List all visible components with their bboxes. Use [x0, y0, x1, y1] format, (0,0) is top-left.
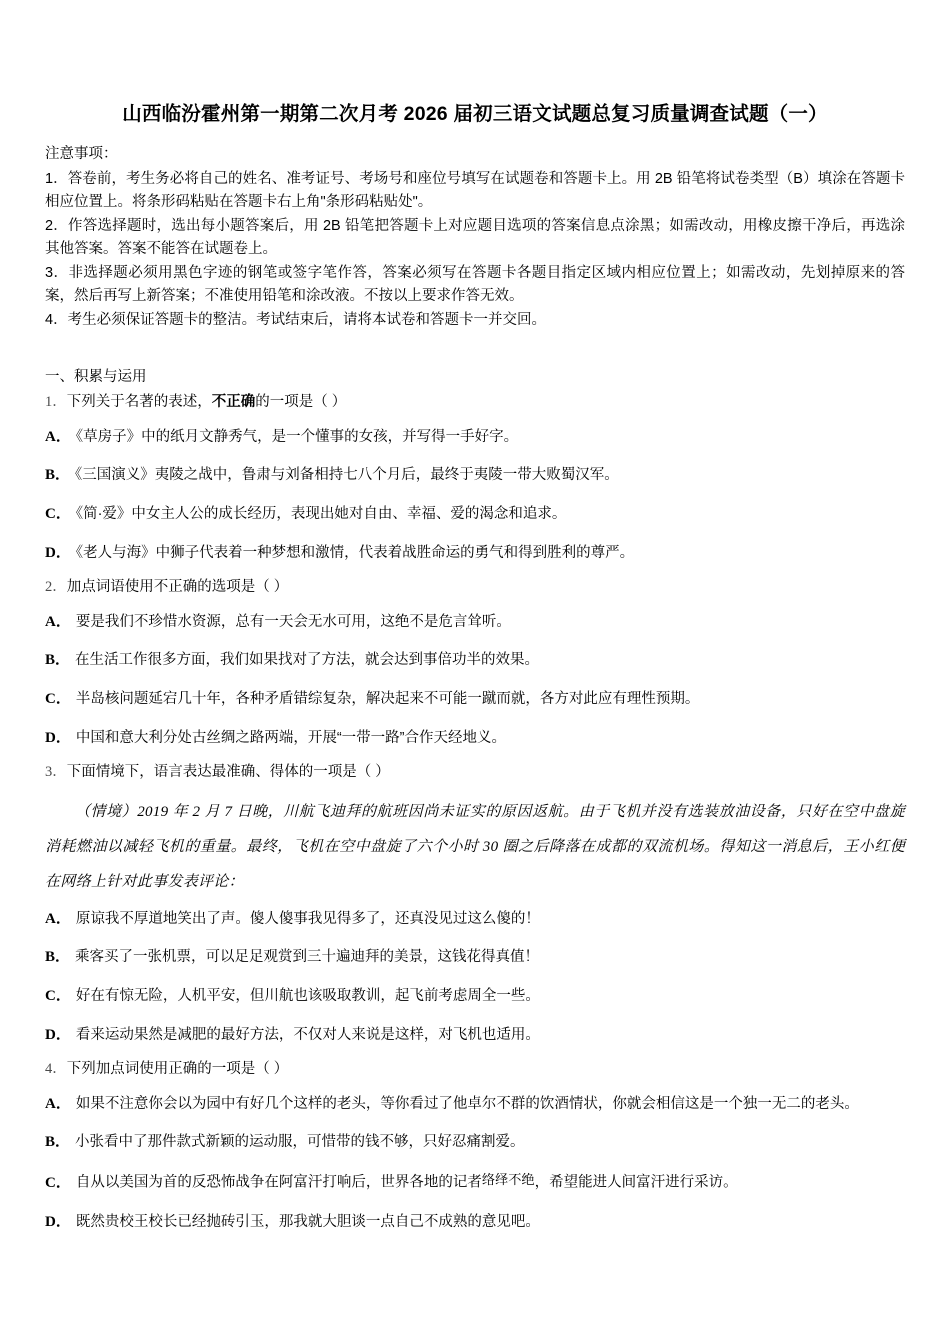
question-3-option-b[interactable] [45, 945, 905, 971]
notice-heading: 注意事项： [45, 146, 118, 163]
question-4-option-c[interactable] [45, 1169, 905, 1196]
question-1-stem-emphasis: 不正确 [211, 393, 256, 410]
option-text: 原谅我不厚道地笑出了声。傻人傻事我见得多了，还真没见过这么傻的！ [75, 910, 540, 927]
option-letter: D． [45, 1026, 71, 1043]
question-2 [45, 575, 905, 752]
option-letter: D． [45, 544, 71, 561]
option-text: 好在有惊无险，人机平安，但川航也该吸取教训，起飞前考虑周全一些。 [75, 988, 540, 1005]
option-letter: A． [45, 428, 71, 445]
section-accumulation-and-application [45, 366, 905, 1235]
section-spacer [45, 332, 905, 366]
section-heading: 一、积累与运用 [45, 369, 147, 386]
option-letter: A． [45, 1095, 71, 1112]
option-letter: C． [45, 506, 71, 523]
question-4-number: 4． [45, 1060, 67, 1077]
question-2-stem-pre: 加点词语使用不正确的选项是（ ） [66, 578, 289, 595]
option-letter: A． [45, 613, 71, 630]
question-4 [45, 1057, 905, 1236]
question-1 [45, 390, 905, 567]
option-text: 《三国演义》夷陵之战中，鲁肃与刘备相持七八个月后，最终于夷陵一带大败蜀汉军。 [75, 467, 619, 484]
question-1-number: 1． [45, 393, 67, 410]
question-3-option-d[interactable] [45, 1023, 905, 1049]
option-letter: B． [45, 1134, 71, 1151]
option-text: 小张看中了那件款式新颖的运动服，可惜带的钱不够，只好忍痛割爱。 [75, 1134, 525, 1151]
question-2-number: 2． [45, 578, 67, 595]
question-3-number: 3． [45, 763, 67, 780]
option-letter: D． [45, 730, 71, 747]
page-title: 山西临汾霍州第一期第二次月考 2026 届初三语文试题总复习质量调查试题（一） [122, 103, 828, 125]
question-4-option-b[interactable] [45, 1130, 905, 1156]
question-3 [45, 760, 905, 1049]
option-letter: B． [45, 652, 71, 669]
question-2-option-d[interactable] [45, 726, 905, 752]
option-text: 看来运动果然是减肥的最好方法，不仅对人来说是这样，对飞机也适用。 [75, 1026, 540, 1043]
question-3-stem [45, 760, 905, 785]
question-4-option-a[interactable] [45, 1092, 905, 1118]
option-text: 《老人与海》中狮子代表着一种梦想和激情，代表着战胜命运的勇气和得到胜利的尊严。 [75, 544, 635, 561]
option-letter: C． [45, 988, 71, 1005]
question-4-option-d[interactable] [45, 1210, 905, 1236]
question-1-stem-pre: 下列关于名著的表述， [66, 393, 212, 410]
question-2-option-b[interactable] [45, 648, 905, 674]
option-text-post: ，希望能进人间富汗进行采访。 [534, 1174, 738, 1191]
option-text: 半岛核问题延宕几十年，各种矛盾错综复杂，解决起来不可能一蹴而就，各方对此应有理性预期。 [75, 691, 700, 708]
option-text: 在生活工作很多方面，我们如果找对了方法，就会达到事倍功半的效果。 [75, 652, 540, 669]
option-letter: B． [45, 949, 71, 966]
question-3-scenario: （情境）2019 年 2 月 7 日晚，川航飞迪拜的航班因尚未证实的原因返航。由于飞机并没有选装放油设备，只好在空中盘旋消耗燃油以减轻飞机的重量。最终，飞机在空中盘旋了六个小时 30 圈之后降落在成都的双流机场。得知这一消息后，王小红便在网络上针对此事发表评论： [45, 803, 905, 891]
option-text: 要是我们不珍惜水资源，总有一天会无水可用，这绝不是危言耸听。 [75, 613, 511, 630]
question-3-stem-pre: 下面情境下，语言表达最准确、得体的一项是（ ） [66, 763, 390, 780]
option-text: 中国和意大利分处古丝绸之路两端，开展“一带一路”合作天经地义。 [75, 730, 506, 747]
question-2-option-a[interactable] [45, 610, 905, 636]
option-letter: C． [45, 691, 71, 708]
notice-item-2: 2．作答选择题时，选出每小题答案后，用 2B 铅笔把答题卡上对应题目选项的答案信息点涂黑；如需改动，用橡皮擦干净后，再选涂其他答案。答案不能答在试题卷上。 [45, 217, 905, 258]
option-letter: A． [45, 910, 71, 927]
option-letter: B． [45, 467, 71, 484]
option-text: 如果不注意你会以为园中有好几个这样的老头，等你看过了他卓尔不群的饮酒情状，你就会相信这是一个独一无二的老头。 [75, 1095, 859, 1112]
notice-item-3: 3．非选择题必须用黑色字迹的钢笔或签字笔作答，答案必须写在答题卡各题目指定区域内相应位置上；如需改动，先划掉原来的答案，然后再写上新答案；不准使用铅笔和涂改液。不按以上要求作答无效。 [45, 264, 905, 305]
question-1-option-b[interactable] [45, 463, 905, 489]
question-4-stem [45, 1057, 905, 1082]
option-text: 既然贵校王校长已经抛砖引玉，那我就大胆谈一点自己不成熟的意见吧。 [75, 1213, 540, 1230]
question-3-option-a[interactable] [45, 907, 905, 933]
question-spacer [45, 752, 905, 760]
option-text: 《简·爱》中女主人公的成长经历，表现出她对自由、幸福、爱的渴念和追求。 [75, 506, 567, 523]
option-text: 乘客买了一张机票，可以足足观赏到三十遍迪拜的美景，这钱花得真值！ [75, 949, 540, 966]
option-letter: C． [45, 1174, 71, 1191]
option-text: 《草房子》中的纸月文静秀气，是一个懂事的女孩，并写得一手好字。 [75, 428, 519, 445]
question-spacer [45, 1049, 905, 1057]
question-4-stem-pre: 下列加点词使用正确的一项是（ ） [66, 1060, 289, 1077]
question-1-stem [45, 390, 905, 415]
option-text-emphasis: 络绎不绝 [481, 1172, 535, 1188]
notice-block [45, 143, 905, 332]
notice-item-4: 4．考生必须保证答题卡的整洁。考试结束后，请将本试卷和答题卡一并交回。 [45, 311, 547, 328]
question-spacer [45, 567, 905, 575]
question-1-option-a[interactable] [45, 425, 905, 451]
question-2-stem [45, 575, 905, 600]
question-1-option-c[interactable] [45, 502, 905, 528]
option-letter: D． [45, 1213, 71, 1230]
notice-item-1: 1．答卷前，考生务必将自己的姓名、准考证号、考场号和座位号填写在试题卷和答题卡上。用 2B 铅笔将试卷类型（B）填涂在答题卡相应位置上。将条形码粘贴在答题卡右上角"条形码粘贴处"。 [45, 170, 905, 211]
question-3-option-c[interactable] [45, 984, 905, 1010]
question-1-option-d[interactable] [45, 541, 905, 567]
question-1-stem-post: 的一项是（ ） [255, 393, 347, 410]
option-text: 自从以美国为首的反恐怖战争在阿富汗打响后，世界各地的记者 [75, 1174, 482, 1191]
question-2-option-c[interactable] [45, 687, 905, 713]
